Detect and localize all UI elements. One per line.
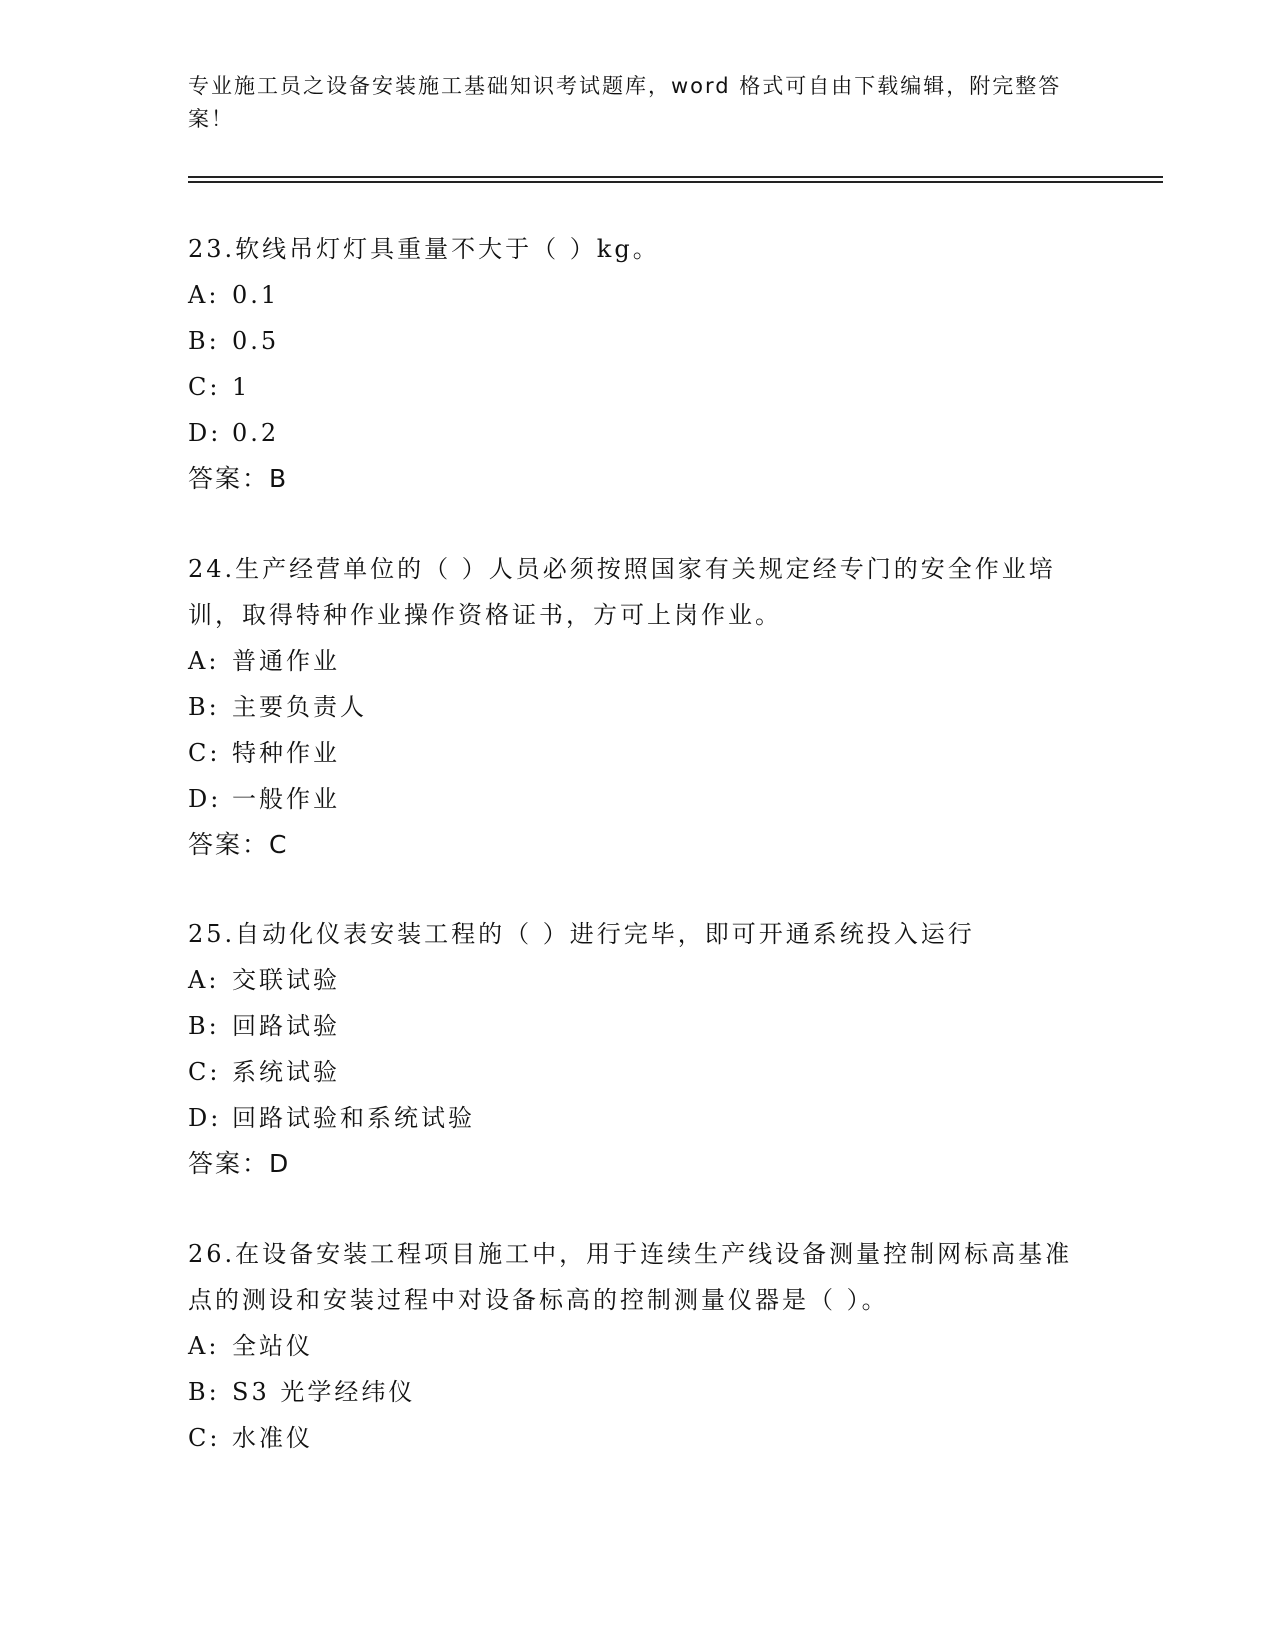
option-d <box>188 410 1088 456</box>
question-stem: 24.生产经营单位的（ ）人员必须按照国家有关规定经专门的安全作业培训，取得特种作业操作资格证书，方可上岗作业。 <box>188 555 1056 629</box>
question-24 <box>188 546 1088 868</box>
option-b <box>188 318 1088 364</box>
document-header: 专业施工员之设备安装施工基础知识考试题库，word 格式可自由下载编辑，附完整答案！ <box>188 74 1062 131</box>
option-label: C: <box>188 1424 221 1452</box>
option-label: A: <box>188 1332 220 1360</box>
answer-text: 答案：B <box>188 464 289 493</box>
answer-text: 答案：C <box>188 830 289 859</box>
question-23 <box>188 226 1088 502</box>
option-text: 特种作业 <box>232 739 340 767</box>
option-label: A: <box>188 966 220 994</box>
option-c <box>188 1049 1088 1095</box>
header-divider-bottom <box>188 181 1163 183</box>
option-text: 一般作业 <box>232 785 340 813</box>
option-a <box>188 638 1088 684</box>
option-a <box>188 272 1088 318</box>
option-label: B: <box>188 1378 220 1406</box>
option-text: 全站仪 <box>232 1332 313 1360</box>
question-stem: 26.在设备安装工程项目施工中，用于连续生产线设备测量控制网标高基准点的测设和安装过程中对设备标高的控制测量仪器是（ ）。 <box>188 1240 1073 1314</box>
option-text: 回路试验 <box>232 1012 340 1040</box>
option-c <box>188 730 1088 776</box>
option-label: B: <box>188 1012 220 1040</box>
option-a <box>188 1323 1088 1369</box>
option-text: 0.2 <box>232 419 280 447</box>
option-label: D: <box>188 1104 222 1132</box>
question-26 <box>188 1231 1088 1461</box>
option-label: C: <box>188 739 221 767</box>
option-text: 水准仪 <box>232 1424 313 1452</box>
option-label: A: <box>188 647 220 675</box>
option-b <box>188 684 1088 730</box>
option-text: 0.1 <box>232 281 280 309</box>
option-text: 系统试验 <box>232 1058 340 1086</box>
option-label: B: <box>188 693 220 721</box>
answer-text: 答案：D <box>188 1149 291 1178</box>
option-label: B: <box>188 327 220 355</box>
option-text: 普通作业 <box>232 647 340 675</box>
option-d <box>188 776 1088 822</box>
option-c <box>188 1415 1088 1461</box>
option-text: 交联试验 <box>232 966 340 994</box>
question-stem: 25.自动化仪表安装工程的（ ）进行完毕，即可开通系统投入运行 <box>188 920 975 948</box>
option-text: 0.5 <box>232 327 280 355</box>
option-text: 1 <box>232 373 251 401</box>
question-stem: 23.软线吊灯灯具重量不大于（ ）kg。 <box>188 235 660 263</box>
option-text: S3 光学经纬仪 <box>232 1378 416 1406</box>
option-d <box>188 1095 1088 1141</box>
option-label: C: <box>188 373 221 401</box>
option-text: 回路试验和系统试验 <box>232 1104 475 1132</box>
option-c <box>188 364 1088 410</box>
option-label: D: <box>188 785 222 813</box>
option-label: D: <box>188 419 222 447</box>
option-a <box>188 957 1088 1003</box>
option-label: C: <box>188 1058 221 1086</box>
option-text: 主要负责人 <box>232 693 367 721</box>
question-25 <box>188 911 1088 1187</box>
option-b <box>188 1003 1088 1049</box>
option-label: A: <box>188 281 220 309</box>
option-b <box>188 1369 1088 1415</box>
header-divider-top <box>188 176 1163 178</box>
